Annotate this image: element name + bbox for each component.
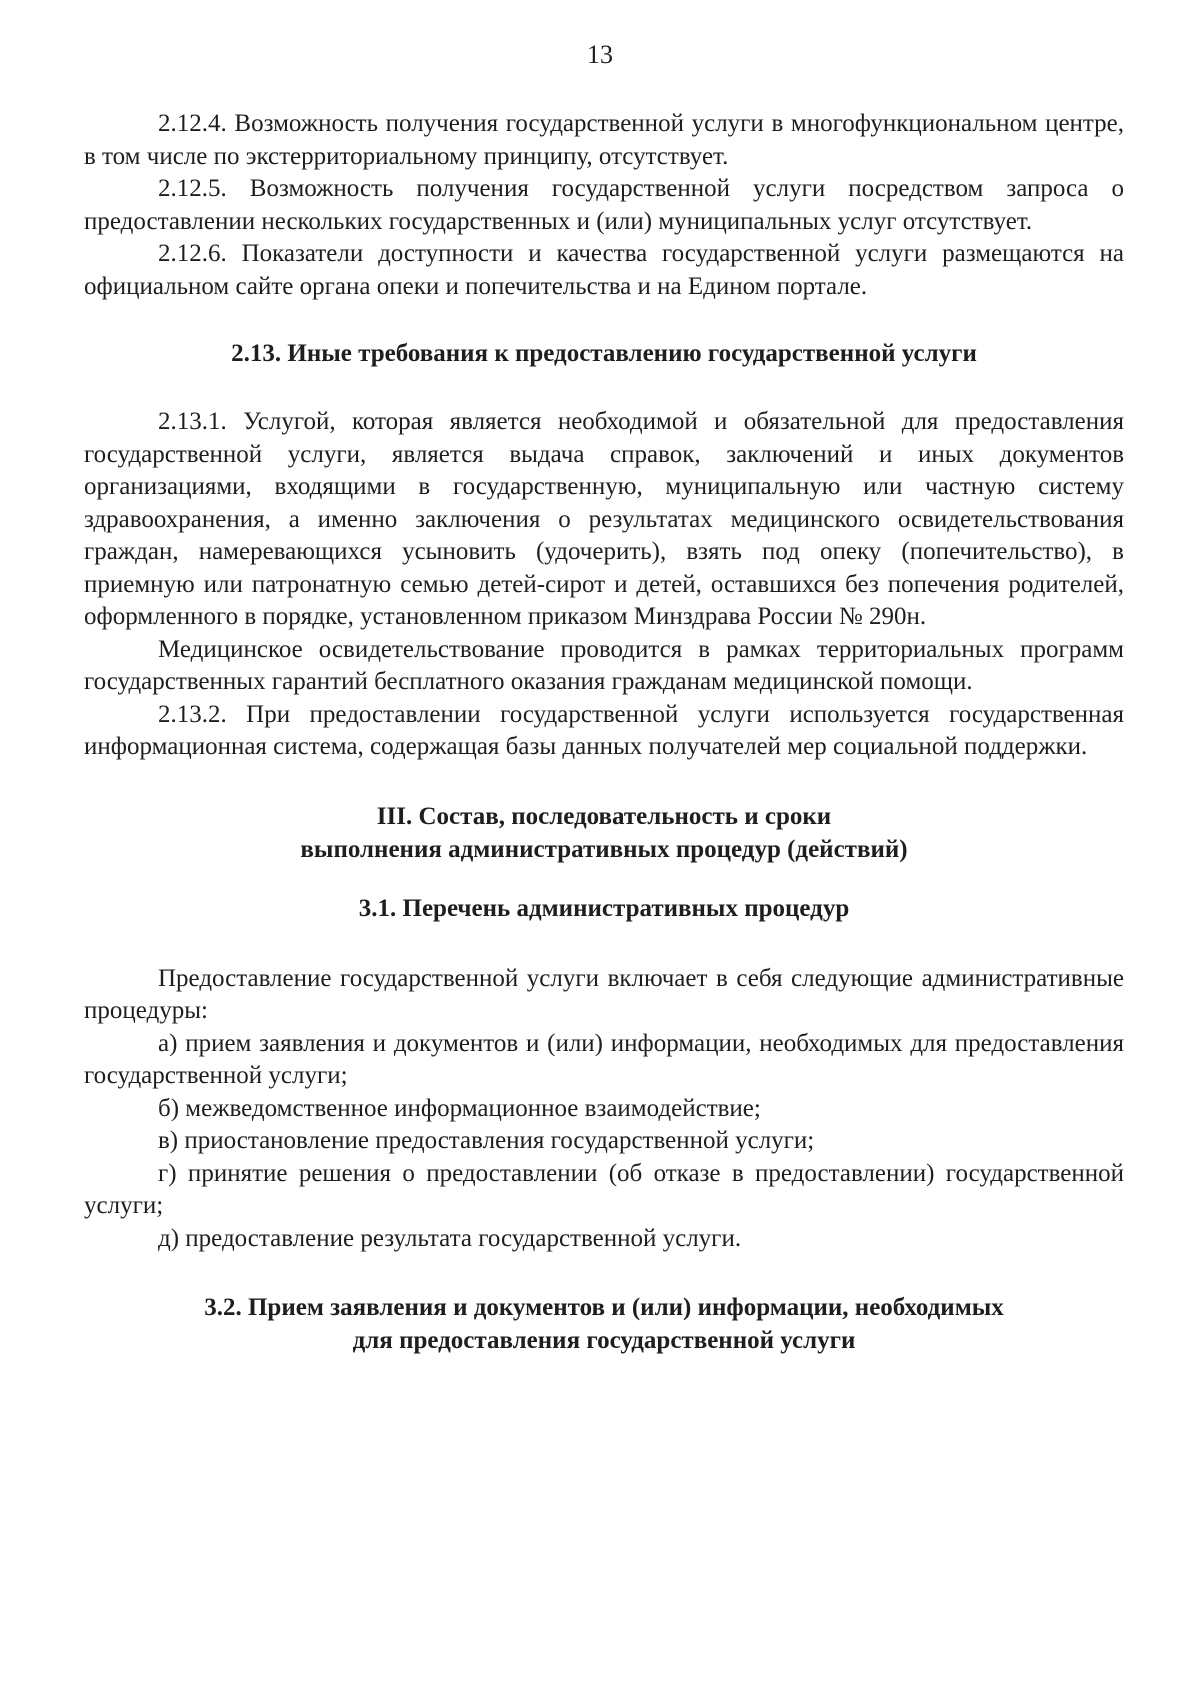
section-heading-2-13: 2.13. Иные требования к предоставлению государственной услуги — [231, 340, 977, 367]
list-item-v: в) приостановление предоставления государственной услуги; — [158, 1127, 815, 1154]
paragraph-2-13-2: 2.13.2. При предоставлении государственной услуги используется государственная информационная система, содержащая базы данных получателей мер социальной поддержки. — [84, 700, 1124, 760]
list-item-d: д) предоставление результата государственной услуги. — [158, 1224, 742, 1252]
chapter-heading-iii-line1: III. Состав, последовательность и сроки — [376, 802, 832, 830]
paragraph-procedures-intro: Предоставление государственной услуги включает в себя следующие административные процедуры: — [84, 964, 1124, 1024]
paragraph-2-12-6: 2.12.6. Показатели доступности и качества государственной услуги размещаются на официальном сайте органа опеки и попечительства и на Едином портале. — [84, 240, 1124, 300]
paragraph-2-12-4: 2.12.4. Возможность получения государственной услуги в многофункциональном центре, в том числе по экстерриториальному принципу, отсутствует. — [84, 110, 1124, 170]
section-heading-3-1: 3.1. Перечень административных процедур — [358, 894, 850, 922]
list-item-g: г) принятие решения о предоставлении (об отказе в предоставлении) государственной услуги; — [84, 1159, 1124, 1219]
paragraph-medical-exam: Медицинское освидетельствование проводится в рамках территориальных программ государственных гарантий бесплатного оказания гражданам медицинской помощи. — [84, 635, 1124, 695]
chapter-heading-iii-line2: выполнения административных процедур (действий) — [300, 835, 908, 863]
chapter-heading-iii — [84, 800, 1124, 866]
document-body — [84, 108, 1124, 1357]
section-heading-3-2-line1: 3.2. Прием заявления и документов и (или) информации, необходимых — [204, 1294, 1004, 1321]
list-item-b: б) межведомственное информационное взаимодействие; — [158, 1094, 761, 1122]
paragraph-2-12-5: 2.12.5. Возможность получения государственной услуги посредством запроса о предоставлении нескольких государственных и (или) муниципальных услуг отсутствует. — [84, 175, 1124, 235]
page-number: 13 — [587, 40, 613, 69]
paragraph-2-13-1: 2.13.1. Услугой, которая является необходимой и обязательной для предоставления государственной услуги, является выдача справок, заключений и иных документов организациями, входящими в государственную, муниципальную или частную систему здравоохранения, а именно заключения о результатах медицинского освидетельствования граждан, намеревающихся усыновить (удочерить), взять под опеку (попечительство), в приемную или патронатную семью детей-сирот и детей, оставшихся без попечения родителей, оформленного в порядке, установленном приказом Минздрава России № 290н. — [84, 408, 1124, 630]
section-heading-3-2-line2: для предоставления государственной услуги — [352, 1327, 856, 1354]
list-item-a: а) прием заявления и документов и (или) информации, необходимых для предоставления государственной услуги; — [84, 1029, 1124, 1089]
section-heading-3-2 — [84, 1291, 1124, 1357]
